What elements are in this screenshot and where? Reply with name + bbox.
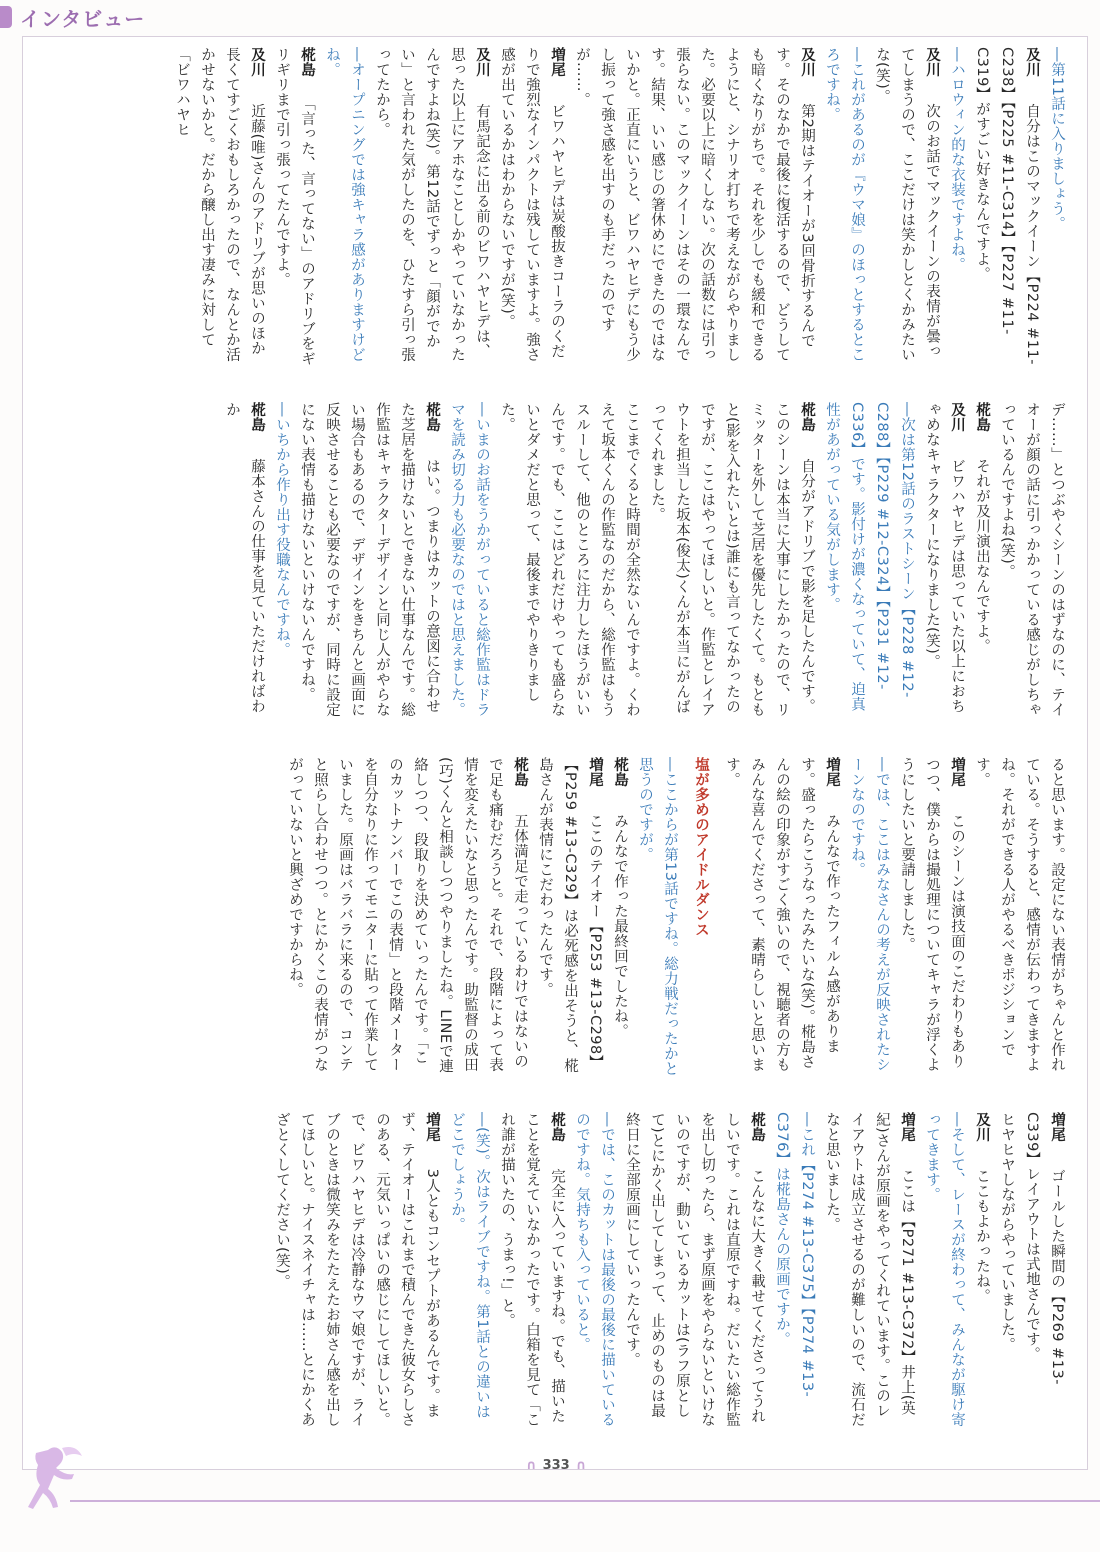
paragraph-text: はい。つまりはカットの意図に合わせた芝居を描けないとできない仕事なんです。総作監はキャラクターデザインと同じ人がやらない場合もあるので、デザインをきちんと画面に反映させることも必要なのですが、同時に設定にない表情も描けないといけないんですね。 bbox=[299, 402, 440, 717]
interviewer-question bbox=[444, 1112, 494, 1432]
interview-paragraph bbox=[969, 402, 994, 722]
interviewer-question bbox=[819, 47, 869, 367]
interviewer-question bbox=[569, 1112, 619, 1432]
speaker-name: 増尾 bbox=[824, 757, 840, 787]
interview-paragraph bbox=[269, 1112, 444, 1432]
interview-paragraph bbox=[269, 47, 319, 367]
speaker-name: 椛島 bbox=[424, 402, 440, 432]
interview-paragraph bbox=[569, 47, 819, 367]
speaker-name: 及川 bbox=[949, 402, 965, 432]
paragraph-text: デ……」とつぶやくシーンのはずなのに、テイオーが顔の話に引っかかっている感じがしちゃっているんですよね(笑)。 bbox=[999, 402, 1065, 717]
paragraph-text: このシーンは演技面のこだわりもありつつ、僕からは撮処理についてキャラが浮くようにしたいと要請しました。 bbox=[899, 757, 965, 1072]
interviewer-question bbox=[1044, 47, 1069, 367]
page-footer bbox=[0, 1440, 1100, 1550]
article-frame bbox=[22, 36, 1088, 1470]
interview-paragraph bbox=[1019, 1112, 1069, 1432]
paragraph-text: 自分がアドリブで影を足したんです。このシーンは本当に大事にしたかったので、リミッターを外して芝居を優先したくて。もともと(影を入れたいとは)誰にも言ってなかったのですが、ここはやってほしいと。作監とレイアウトを担当した坂本(俊太)くんが本当にがんばってくれました。 bbox=[649, 402, 815, 717]
paragraph-text: 「言った、言ってない」のアドリブをギリギリまで引っ張ってたんですよ。 bbox=[274, 47, 315, 367]
speaker-name: 椛島 bbox=[974, 402, 990, 432]
paragraph-text: みんなで作った最終回でしたね。 bbox=[612, 813, 628, 1039]
speaker-name: 及川 bbox=[799, 47, 815, 77]
interviewer-question bbox=[632, 757, 682, 1077]
interview-paragraph bbox=[819, 1112, 919, 1432]
speaker-name: 椛島 bbox=[299, 47, 315, 77]
speaker-name: 及川 bbox=[924, 47, 940, 77]
paragraph-text: ―オープニングでは強キャラ感がありますけどね。 bbox=[324, 47, 365, 362]
section-title-interview: インタビュー bbox=[20, 6, 146, 31]
paragraph-text: ゴールした瞬間の【P269 #13-C339】レイアウトは式地さんです。 bbox=[1024, 1112, 1065, 1385]
interview-paragraph bbox=[494, 1112, 569, 1432]
interview-paragraph bbox=[994, 1112, 1019, 1432]
paragraph-text: ―(笑)。次はライブですね。第1話との違いはどこでしょうか。 bbox=[449, 1112, 490, 1420]
paragraph-text: それが及川演出なんですよ。 bbox=[974, 458, 990, 654]
interview-paragraph bbox=[619, 1112, 769, 1432]
speaker-name: 増尾 bbox=[899, 1112, 915, 1142]
paragraph-text: 次のお話でマックイーンの表情が曇ってしまうので、ここだけは笑かしとくかみたいな(笑)。 bbox=[874, 47, 940, 362]
paragraph-text: ―次は第12話のラストシーン【P228 #12-C288】【P229 #12-C324】【P231 #12-C336】です。影付けが濃くなっていて、迫真性があがっている気がします。 bbox=[824, 402, 915, 712]
interview-paragraph bbox=[969, 757, 1069, 1077]
text-block-lower-middle bbox=[41, 757, 1069, 1077]
interview-paragraph bbox=[719, 757, 844, 1077]
interview-paragraph bbox=[869, 47, 944, 367]
paragraph-text: 自分はこのマックイーン【P224 #11-C238】【P225 #11-C314】【P227 #11-C319】がすごい好きなんですよ。 bbox=[974, 47, 1040, 365]
interviewer-question bbox=[319, 47, 369, 367]
paragraph-text: 藤本さんの仕事を見ていただければわか bbox=[224, 402, 265, 714]
paragraph-text: 五体満足で走っているわけではないので足も痛むだろうと。それで、段階によって表情を変えたいなと思ったんです。助監督の成田(巧)くんと相談しつつやりましたね。LINEで連絡しつつ、段取りを決めていったんです。「このカットナンバーでこの表情」と段階メーターを自分なりに作ってモニターに貼って作業していました。原画はバラバラに来るので、コンテと照らし合わせつつ。とにかくこの表情がつながっていないと興ざめですからね。 bbox=[287, 757, 528, 1074]
header-tab-marker bbox=[0, 6, 12, 28]
paragraph-text: ここまでくると時間が全然ないんですよ。くわえて坂本くんの作監なのだから、総作監はもうスルーして、他のところに注力したほうがいいんです。でも、ここはどれだけやっても盛らないとダメだと思って、最後までやりきりました。 bbox=[499, 402, 640, 717]
paragraph-text: ―そして、レースが終わって、みんなが駆け寄ってきます。 bbox=[924, 1112, 965, 1427]
paragraph-text: ここは【P271 #13-C372】井上(英紀)さんが原画をやってくれています。このレイアウトは成立させるのが難しいので、流石だなと思いました。 bbox=[824, 1112, 915, 1427]
paragraph-text: 有馬記念に出る前のビワハヤヒデは、思った以上にアホなことしかやっていなかったんですよね(笑)。第12話でずっと「顔がでかい」と言われた気がしたのを、ひたすら引っ張ってたから。 bbox=[374, 47, 490, 362]
paragraph-text: ―いちから作り出す役職なんですね。 bbox=[274, 402, 290, 657]
speaker-name: 及川 bbox=[474, 47, 490, 77]
speaker-name: 増尾 bbox=[587, 757, 603, 787]
interview-paragraph bbox=[644, 402, 819, 722]
paragraph-text: 完全に入っていますね。でも、描いたことを覚えていなかったです。白箱を見て「これ誰が描いたの、うまっ!」と。 bbox=[499, 1112, 565, 1427]
text-block-bottom bbox=[41, 1112, 1069, 1432]
paragraph-text: 塩が多めのアイドルダンス bbox=[693, 757, 709, 937]
interview-paragraph bbox=[369, 47, 494, 367]
interview-paragraph bbox=[969, 47, 1044, 367]
interview-paragraph bbox=[994, 402, 1069, 722]
paragraph-text: ヒヤヒヤしながらやっていました。 bbox=[999, 1112, 1015, 1352]
interview-paragraph bbox=[607, 757, 632, 1077]
speaker-name: 増尾 bbox=[949, 757, 965, 787]
speaker-name: 椛島 bbox=[512, 757, 528, 787]
paragraph-text: ここもよかったね。 bbox=[974, 1168, 990, 1304]
speaker-name: 椛島 bbox=[749, 1112, 765, 1142]
interviewer-question bbox=[269, 402, 294, 722]
interview-paragraph bbox=[494, 402, 644, 722]
paragraph-text: ビワハヤヒデは思っていた以上におちゃめなキャラクターになりました(笑)。 bbox=[924, 402, 965, 714]
speaker-name: 椛島 bbox=[612, 757, 628, 787]
speaker-name: 椛島 bbox=[799, 402, 815, 432]
interview-paragraph bbox=[282, 757, 532, 1077]
interviewer-question bbox=[444, 402, 494, 722]
paragraph-text: こんなに大きく載せてくださってうれしいです。これは直原ですね。だいたい総作監を出し切ったら、まず原画をやらないといけないのですが、動いているカットは(ラフ原として)とにかく出してしまって、止めのものは最終日に全部原画にしていったんです。 bbox=[624, 1112, 765, 1427]
interviewer-question bbox=[844, 757, 894, 1077]
speaker-name: 増尾 bbox=[1049, 1112, 1065, 1142]
paragraph-text: ―では、ここはみなさんの考えが反映されたシーンなのですね。 bbox=[849, 757, 890, 1072]
paragraph-text: 第2期はテイオーが3回骨折するんです。そのなかで最後に復活するので、どうしても暗くなりがちで。それを少しでも緩和できるようにと、シナリオ打ちで考えながらやりました。必要以上に暗くしない。次の話数には引っ張らない。このマックイーンはその一環なんです。結果、いい感じの箸休めにできたのではないかと。正直にいうと、ビワハヤヒデにもう少し振って強さ感を出すのも手だったのですが……。 bbox=[574, 47, 815, 362]
interviewer-question bbox=[919, 1112, 969, 1432]
interviewer-question bbox=[819, 402, 919, 722]
running-girl-silhouette-icon bbox=[18, 1440, 88, 1540]
paragraph-text: ―では、このカットは最後の最後に描いているのですね。気持ちも入っていると。 bbox=[574, 1112, 615, 1427]
text-block-upper-middle bbox=[41, 402, 1069, 722]
speaker-name: 及川 bbox=[249, 47, 265, 77]
interview-paragraph bbox=[169, 47, 269, 367]
section-heading bbox=[688, 757, 713, 1077]
paragraph-text: ―ハロウィン的な衣装ですよね。 bbox=[949, 47, 965, 272]
speaker-name: 及川 bbox=[1024, 47, 1040, 77]
paragraph-text: ―第11話に入りましょう。 bbox=[1049, 47, 1065, 232]
page-header bbox=[0, 4, 145, 30]
paragraph-text: ―ここからが第13話ですね。総力戦だったかと思うのですが。 bbox=[637, 757, 678, 1077]
text-block-top bbox=[41, 47, 1069, 367]
paragraph-text: みんなで作ったフィルム感があります。盛ったらこうなったみたいな(笑)。椛島さんの絵の印象がすごく強いので、視聴者の方もみんな喜んでくださって、素晴らしいと思います。 bbox=[724, 757, 840, 1072]
speaker-name: 椛島 bbox=[549, 1112, 565, 1142]
paragraph-text: 3人ともコンセプトがあるんです。まず、テイオーはこれまで積んできた彼女らしさのある、元気いっぱいの感じにしてほしいと。で、ビワハヤヒデは冷静なウマ娘ですが、ライブのときは微笑みをたたえたお姉さん感を出してほしいと。ナイスネイチャは……とにかくあざとくしてください(笑)。 bbox=[274, 1112, 440, 1427]
page-number: ∩ 333 ∩ bbox=[526, 1458, 587, 1473]
interview-paragraph bbox=[894, 757, 969, 1077]
paragraph-text: ―いまのお話をうかがっていると総作監はドラマを読み切る力も必要なのではと思えました。 bbox=[449, 402, 490, 717]
interviewer-question bbox=[944, 47, 969, 367]
horseshoe-icon: ∩ bbox=[526, 1458, 537, 1473]
speaker-name: 増尾 bbox=[549, 47, 565, 77]
paragraph-text: ると思います。設定にない表情がちゃんと作れている。そうすると、感情が伝わってきますよね。それができる人がやるべきポジションです。 bbox=[974, 757, 1065, 1072]
interview-paragraph bbox=[219, 402, 269, 722]
paragraph-text: ―これ【P274 #13-C375】【P274 #13-C376】は椛島さんの原画ですか。 bbox=[774, 1112, 815, 1398]
paragraph-text: ―これがあるのが『ウマ娘』のほっとするところですね。 bbox=[824, 47, 865, 362]
footer-rule bbox=[70, 1500, 1100, 1502]
speaker-name: 増尾 bbox=[424, 1112, 440, 1142]
interview-paragraph bbox=[969, 1112, 994, 1432]
speaker-name: 椛島 bbox=[249, 402, 265, 432]
interview-paragraph bbox=[919, 402, 969, 722]
paragraph-text: 近藤(唯)さんのアドリブが思いのほか長くてすごくおもしろかったので、なんとか活かせないかと。だから醸し出す凄みに対して「ビワハヤヒ bbox=[174, 47, 265, 362]
interview-paragraph bbox=[532, 757, 607, 1077]
interview-paragraph bbox=[494, 47, 569, 367]
horseshoe-icon: ∩ bbox=[575, 1458, 587, 1473]
speaker-name: 及川 bbox=[974, 1112, 990, 1142]
paragraph-text: ここのテイオー【P253 #13-C298】【P259 #13-C329】は必死感を出そうと、椛島さんが表情にこだわったんです。 bbox=[537, 757, 603, 1074]
interviewer-question bbox=[769, 1112, 819, 1432]
interview-paragraph bbox=[294, 402, 444, 722]
paragraph-text: ビワハヤヒデは炭酸抜きコーラのくだりで強烈なインパクトは残していますよ。強さ感が出ているかはわからないですが(笑)。 bbox=[499, 47, 565, 362]
